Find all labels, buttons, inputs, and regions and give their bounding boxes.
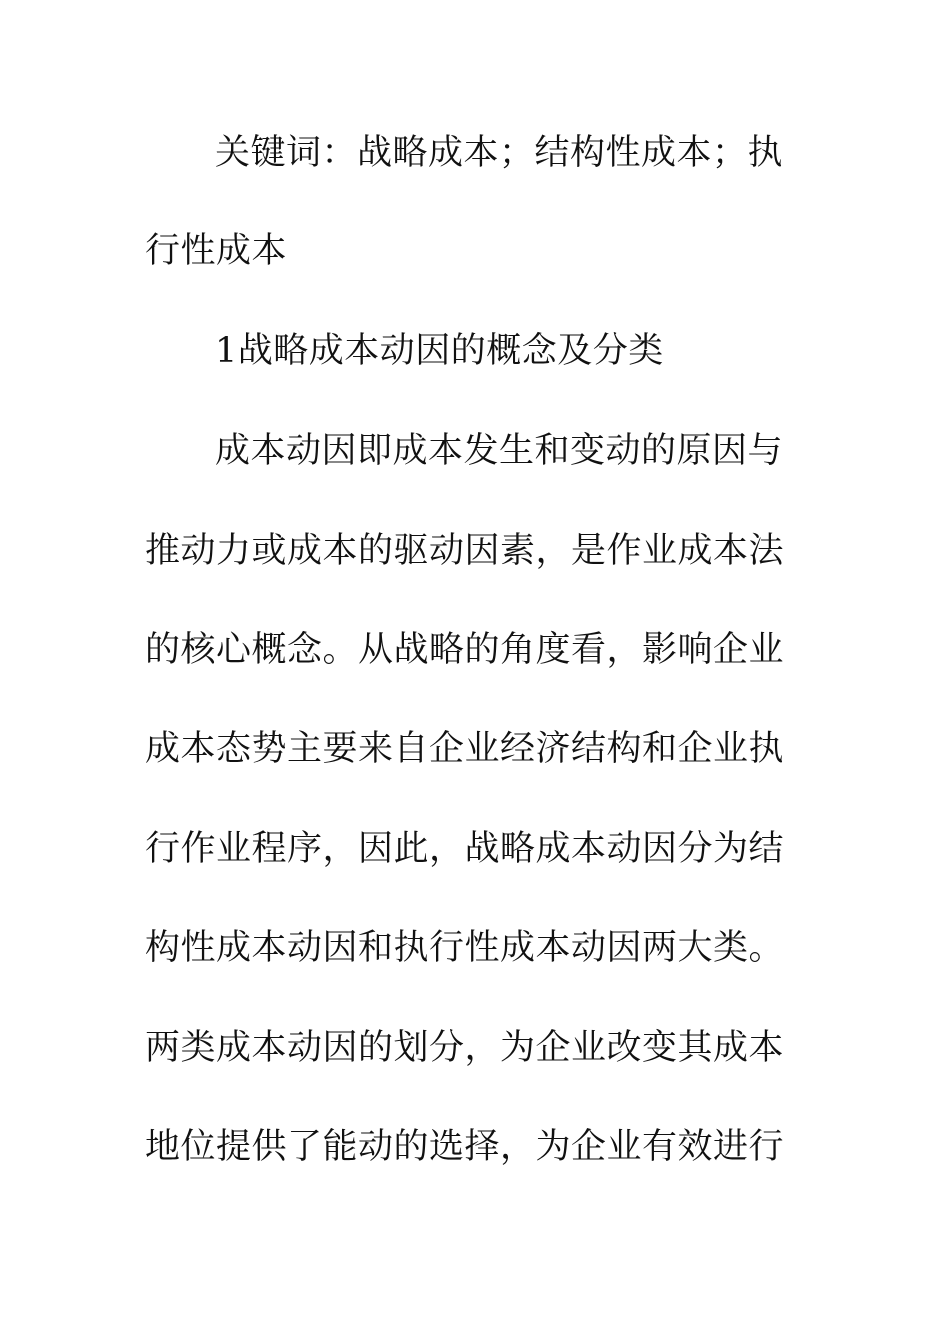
paragraph-line: 推动力或成本的驱动因素，是作业成本法 bbox=[145, 531, 785, 571]
paragraph-line: 构性成本动因和执行性成本动因两大类。 bbox=[145, 928, 785, 968]
paragraph-line: 两类成本动因的划分，为企业改变其成本 bbox=[145, 1028, 785, 1068]
paragraph-line: 地位提供了能动的选择，为企业有效进行 bbox=[145, 1127, 785, 1167]
keywords-line: 关键词：战略成本；结构性成本；执 bbox=[215, 133, 784, 173]
section-heading: 1战略成本动因的概念及分类 bbox=[215, 331, 664, 371]
keywords-line-continued: 行性成本 bbox=[145, 231, 288, 271]
paragraph-line: 成本动因即成本发生和变动的原因与 bbox=[215, 431, 784, 471]
paragraph-line: 成本态势主要来自企业经济结构和企业执 bbox=[145, 729, 785, 769]
paragraph-line: 行作业程序，因此，战略成本动因分为结 bbox=[145, 829, 785, 869]
paragraph-line: 的核心概念。从战略的角度看，影响企业 bbox=[145, 630, 785, 670]
